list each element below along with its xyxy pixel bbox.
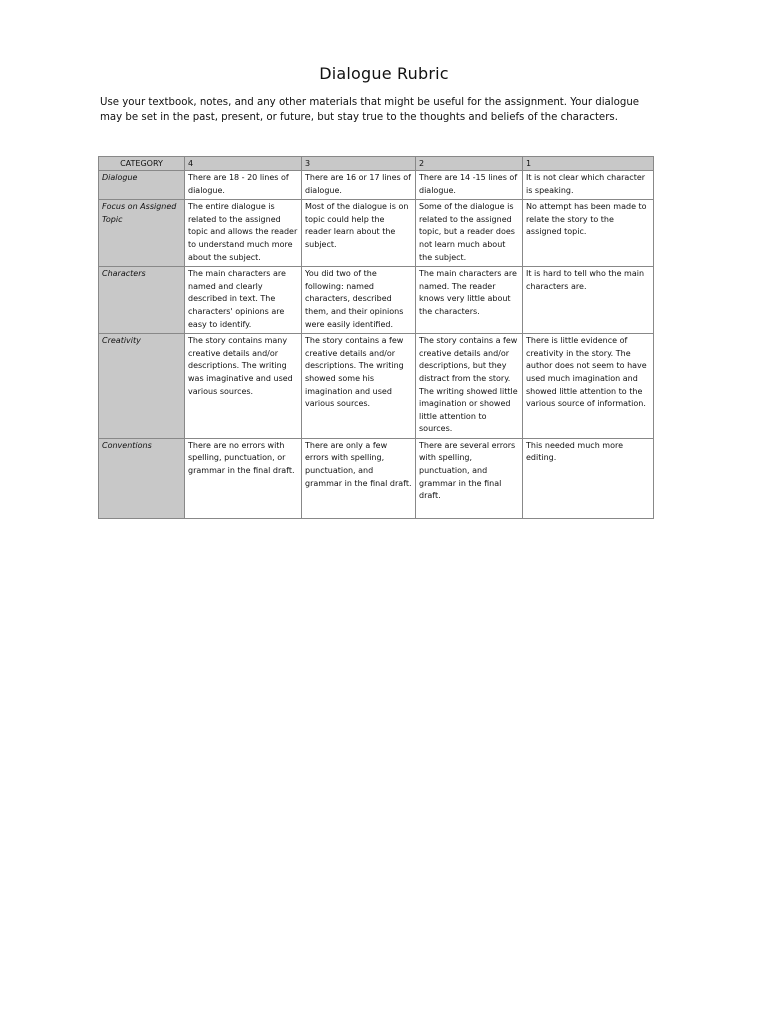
column-header-score-3: 3: [302, 157, 416, 171]
table-cell: There are 16 or 17 lines of dialogue.: [302, 171, 416, 200]
table-cell: The story contains a few creative details and/or descriptions, but they distract from the story. The writing showed little imagination or showed little attention to sources.: [416, 334, 523, 439]
row-header-characters: Characters: [99, 267, 185, 334]
table-cell: There are several errors with spelling, punctuation, and grammar in the final draft.: [416, 438, 523, 518]
column-header-score-1: 1: [523, 157, 654, 171]
table-row: [99, 171, 654, 200]
column-header-category: CATEGORY: [99, 157, 185, 171]
row-header-creativity: Creativity: [99, 334, 185, 439]
table-cell: There is little evidence of creativity in the story. The author does not seem to have used much imagination and showed little attention to the various source of information.: [523, 334, 654, 439]
column-header-score-4: 4: [185, 157, 302, 171]
table-cell: Some of the dialogue is related to the assigned topic, but a reader does not learn much about the subject.: [416, 200, 523, 267]
table-cell: There are no errors with spelling, punctuation, or grammar in the final draft.: [185, 438, 302, 518]
table-cell: This needed much more editing.: [523, 438, 654, 518]
table-cell: The story contains many creative details and/or descriptions. The writing was imaginative and used various sources.: [185, 334, 302, 439]
row-header-focus-on-assigned-topic: Focus on Assigned Topic: [99, 200, 185, 267]
table-cell: There are 14 -15 lines of dialogue.: [416, 171, 523, 200]
table-row: [99, 334, 654, 439]
intro-paragraph: Use your textbook, notes, and any other materials that might be useful for the assignment. Your dialogue may be set in the past, present, or future, but stay true to the thoughts and beliefs of the characters.: [100, 97, 640, 123]
table-cell: The main characters are named and clearly described in text. The characters' opinions are easy to identify.: [185, 267, 302, 334]
table-cell: There are 18 - 20 lines of dialogue.: [185, 171, 302, 200]
column-header-score-2: 2: [416, 157, 523, 171]
table-row: [99, 200, 654, 267]
table-cell: No attempt has been made to relate the story to the assigned topic.: [523, 200, 654, 267]
rubric-table: [98, 156, 654, 519]
table-header-row: [99, 157, 654, 171]
table-cell: There are only a few errors with spelling, punctuation, and grammar in the final draft.: [302, 438, 416, 518]
table-cell: It is hard to tell who the main characters are.: [523, 267, 654, 334]
table-cell: The story contains a few creative details and/or descriptions. The writing showed some his imagination and used various sources.: [302, 334, 416, 439]
table-row: [99, 267, 654, 334]
table-cell: The entire dialogue is related to the assigned topic and allows the reader to understand much more about the subject.: [185, 200, 302, 267]
table-cell: You did two of the following: named characters, described them, and their opinions were easily identified.: [302, 267, 416, 334]
table-row: [99, 438, 654, 518]
table-cell: It is not clear which character is speaking.: [523, 171, 654, 200]
table-cell: Most of the dialogue is on topic could help the reader learn about the subject.: [302, 200, 416, 267]
row-header-dialogue: Dialogue: [99, 171, 185, 200]
page-title: Dialogue Rubric: [319, 64, 449, 83]
table-cell: The main characters are named. The reader knows very little about the characters.: [416, 267, 523, 334]
row-header-conventions: Conventions: [99, 438, 185, 518]
